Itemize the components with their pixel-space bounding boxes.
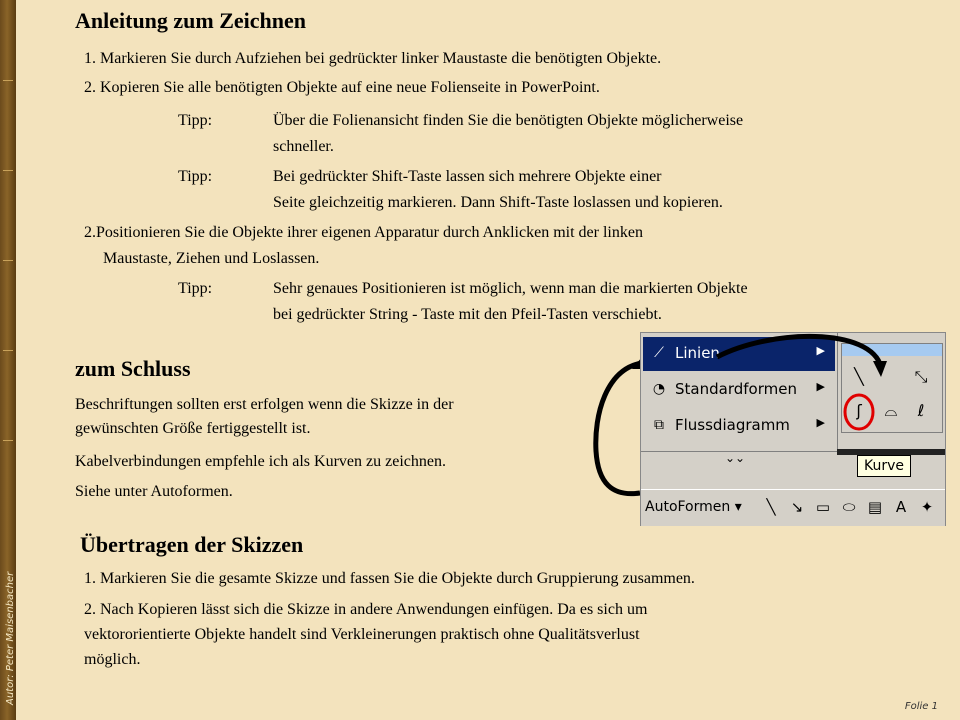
uebertragen-step-2-line-2: vektororientierte Objekte handelt sind Verkleinerungen praktisch ohne Qualitätsverlust [84,626,640,643]
section-title-anleitung: Anleitung zum Zeichnen [75,8,307,33]
autoformen-button[interactable]: AutoFormen ▾ [645,499,742,515]
tip-label: Tipp: [178,280,213,297]
step-3-line-2: Maustaste, Ziehen und Loslassen. [103,250,320,267]
tip-1-line-2: schneller. [273,138,334,155]
shapes-icon: ◔ [652,381,666,397]
tip-label: Tipp: [178,112,213,129]
tip-1-line-1: Über die Folienansicht finden Sie die benötigten Objekte möglicherweise [273,112,744,129]
menu-item-label: Flussdiagramm [675,416,790,434]
textbox-icon[interactable]: ▤ [867,498,883,516]
arrow-icon[interactable]: ↘ [790,498,804,516]
tip-3-line-2: bei gedrückter String - Taste mit den Pfeil-Tasten verschiebt. [273,306,662,323]
flowchart-icon: ⧉ [654,417,664,433]
tooltip-kurve: Kurve [857,455,911,477]
sidebar-tick [3,260,13,261]
uebertragen-step-1: 1. Markieren Sie die gesamte Skizze und fassen Sie die Objekte durch Gruppierung zusammen. [84,570,695,587]
expand-menu-icon[interactable]: ⌄⌄ [725,451,746,465]
menu-item-label: Linien [675,344,720,362]
schluss-p2: Kabelverbindungen empfehle ich als Kurven zu zeichnen. [75,453,446,470]
tip-2-line-1: Bei gedrückter Shift-Taste lassen sich mehrere Objekte einer [273,168,662,185]
wordart-icon[interactable]: A [895,498,907,516]
section-title-schluss: zum Schluss [75,356,191,381]
schluss-p1-line-2: gewünschten Größe fertiggestellt ist. [75,420,311,437]
author-label: Autor: Peter Maisenbacher [5,571,16,705]
double-arrow-tool-icon[interactable]: ⤡ [914,367,928,386]
uebertragen-step-2-line-1: 2. Nach Kopieren lässt sich die Skizze in andere Anwendungen einfügen. Da es sich um [84,601,648,618]
schluss-p1-line-1: Beschriftungen sollten erst erfolgen wenn die Skizze in der [75,396,454,413]
scribble-tool-icon[interactable]: ℓ [917,401,925,420]
curve-tool-icon[interactable]: ʃ [856,401,862,420]
rectangle-icon[interactable]: ▭ [815,498,831,516]
submenu-arrow-icon: ▶ [816,416,825,429]
pointer-arrow-icon [711,331,901,401]
tip-label: Tipp: [178,168,213,185]
sidebar-tick [3,80,13,81]
submenu-arrow-icon: ▶ [816,380,825,393]
menu-item-flussdiagramm[interactable] [643,409,835,443]
step-3-line-1: 2.Positionieren Sie die Objekte ihrer eigenen Apparatur durch Anklicken mit der linken [84,224,643,241]
menu-item-label: Standardformen [675,380,797,398]
schluss-p3: Siehe unter Autoformen. [75,483,233,500]
freeform-tool-icon[interactable]: ⌓ [884,401,898,420]
section-title-uebertragen: Übertragen der Skizzen [80,532,304,557]
step-1: 1. Markieren Sie durch Aufziehen bei gedrückter linker Maustaste die benötigten Objekte. [84,50,662,67]
lines-icon: ⟋ [654,345,664,361]
ellipse-icon[interactable]: ⬭ [842,498,856,516]
step-2: 2. Kopieren Sie alle benötigten Objekte auf eine neue Folienseite in PowerPoint. [84,79,600,96]
clipart-icon[interactable]: ✦ [920,498,934,516]
drawing-toolbar [641,489,945,526]
sidebar-tick [3,170,13,171]
curved-arrow-icon [588,355,648,507]
tip-2-line-2: Seite gleichzeitig markieren. Dann Shift-Taste loslassen und kopieren. [273,194,723,211]
autoformen-screenshot [640,332,946,526]
sidebar-tick [3,350,13,351]
sidebar [0,0,16,720]
submenu-arrow-icon: ▶ [816,344,825,357]
line-icon[interactable]: ╲ [766,498,776,516]
uebertragen-step-2-line-3: möglich. [84,651,141,668]
line-tool-icon[interactable]: ╲ [854,367,864,386]
slide-number: Folie 1 [904,701,938,712]
sidebar-tick [3,440,13,441]
tip-3-line-1: Sehr genaues Positionieren ist möglich, wenn man die markierten Objekte [273,280,748,297]
